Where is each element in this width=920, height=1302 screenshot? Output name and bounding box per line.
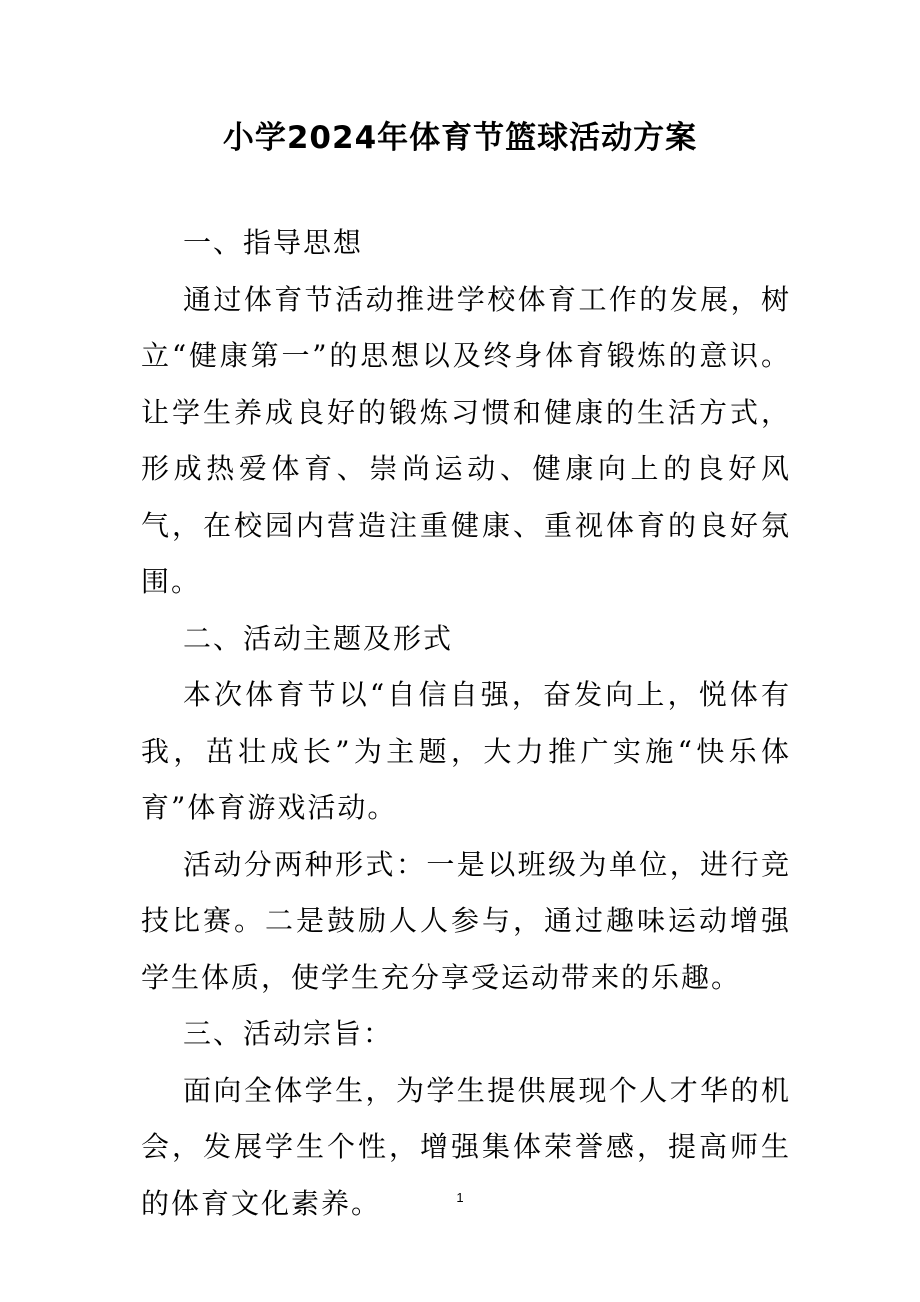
section-heading-guiding-ideology: 一、指导思想	[183, 226, 364, 259]
paragraph-guiding-ideology: 通过体育节活动推进学校体育工作的发展，树立“健康第一”的思想以及终身体育锻炼的意识。让学生养成良好的锻炼习惯和健康的生活方式，形成热爱体育、崇尚运动、健康向上的良好风气，在校园内营造注重健康、重视体育的良好氛围。	[141, 282, 791, 598]
document-title: 小学2024年体育节篮球活动方案	[222, 120, 698, 156]
paragraph-purpose: 面向全体学生，为学生提供展现个人才华的机会，发展学生个性，增强集体荣誉感，提高师生的体育文化素养。	[141, 1073, 791, 1220]
page-number: 1	[456, 1190, 464, 1205]
section-heading-purpose: 三、活动宗旨：	[183, 1017, 394, 1050]
section-heading-theme-and-format: 二、活动主题及形式	[183, 621, 454, 655]
document-body	[141, 215, 791, 1232]
paragraph-theme: 本次体育节以“自信自强，奋发向上，悦体有我，茁壮成长”为主题，大力推广实施“快乐体育”体育游戏活动。	[141, 678, 791, 824]
paragraph-format: 活动分两种形式：一是以班级为单位，进行竞技比赛。二是鼓励人人参与，通过趣味运动增强学生体质，使学生充分享受运动带来的乐趣。	[141, 847, 791, 994]
